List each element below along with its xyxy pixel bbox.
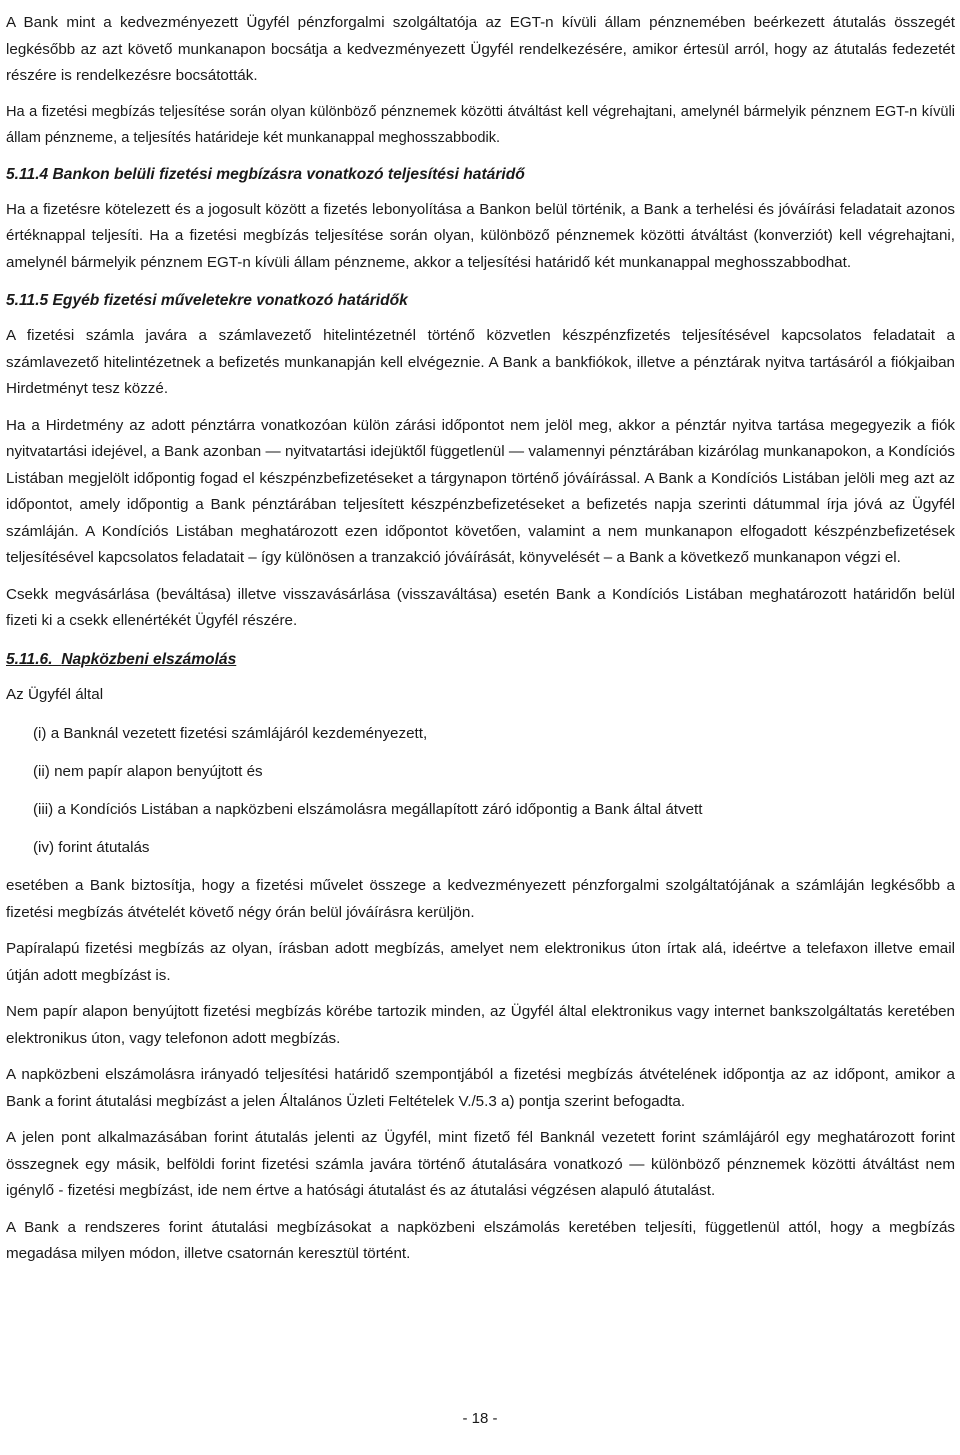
list-item: (iii) a Kondíciós Listában a napközbeni elszámolásra megállapított záró időpontig a Bank által átvett <box>33 801 703 818</box>
page-number: - 18 - <box>462 1410 498 1427</box>
paragraph-cashier-hours: Ha a Hirdetmény az adott pénztárra vonatkozóan külön zárási időpontot nem jelöl meg, akkor a pénztár nyitva tartása megegyezik a fiók nyitvatartási idejével, a Bank azonban — nyitvatartási idejüktől függetlenül — valamennyi pénztárában kizárólag munkanapokon, a Kondíciós Listában megjelölt időpontig fogad el készpénzbefizetéseket a tárgynapon történő jóváírással. A Bank a Kondíciós Listában jelöli meg azt az időpontot, amely időpontig a Bank pénztárában teljesített készpénzbefizetéseket a befizetés napja szerinti dátummal írja jóvá az Ügyfél számláján. A Kondíciós Listában meghatározott ezen időpontot követően, valamint a nem munkanapon elfogadott készpénzbefizetések teljesítésével kapcsolatos feladatait – így különösen a tranzakció jóváírását, könyvelését – a Bank a következő munkanapon végzi el. <box>6 416 955 566</box>
section-number: 5.11.6. <box>6 650 53 668</box>
paragraph-receipt-time: A napközbeni elszámolásra irányadó teljesítési határidő szempontjából a fizetési megbízás átvételének időpontja az az időpont, amikor a Bank a forint átutalási megbízást a jelen Általános Üzleti Feltételek V./5.3 a) pontja szerint befogadta. <box>6 1066 955 1110</box>
paragraph-conversion-deadline: Ha a fizetési megbízás teljesítése során olyan különböző pénznemek közötti átváltást kell végrehajtani, amelynél bármelyik pénznem EGT-n kívüli állam pénzneme, a teljesítés határideje két munkanappal meghosszabbodik. <box>6 103 955 146</box>
paragraph-forint-transfer-def: A jelen pont alkalmazásában forint átutalás jelenti az Ügyfél, mint fizető fél Banknál vezetett forint számlájáról egy meghatározott forint összegnek egy másik, belföldi forint fizetési számla javára történő átutalására vonatkozó — különböző pénznemek közötti átváltást nem igénylő - fizetési megbízást, ide nem értve a hatósági átutalást és az átutalási végzésen alapuló átutalást. <box>6 1129 955 1199</box>
paragraph-standing-orders: A Bank a rendszeres forint átutalási megbízásokat a napközbeni elszámolás keretében teljesíti, függetlenül attól, hogy a megbízás megadása milyen módon, illetve csatornán keresztül történt. <box>6 1218 955 1262</box>
section-heading-5-11-5: 5.11.5 Egyéb fizetési műveletekre vonatkozó határidők <box>6 292 408 309</box>
list-item: (i) a Banknál vezetett fizetési számlájáról kezdeményezett, <box>33 725 428 742</box>
paragraph-egt-incoming: A Bank mint a kedvezményezett Ügyfél pénzforgalmi szolgáltatója az EGT-n kívüli állam pénznemében beérkezett átutalás összegét legkésőbb az azt követő munkanapon bocsátja a kedvezményezett Ügyfél rendelkezésére, amikor értesül arról, hogy az átutalás fedezetét részére is rendelkezésre bocsátották. <box>6 14 955 84</box>
paragraph-internal-transfer: Ha a fizetésre kötelezett és a jogosult között a fizetés lebonyolítása a Bankon belül történik, a Bank a terhelési és jóváírási feladatait azonos értéknappal teljesíti. Ha a fizetési megbízás teljesítése során olyan, különböző pénznemek közötti átváltást (konverziót) kell végrehajtani, amelynél bármelyik pénznem EGT-n kívüli állam pénzneme, akkor a teljesítési határidő két munkanappal meghosszabbodhat. <box>6 200 955 271</box>
paragraph-cheque: Csekk megvásárlása (beváltása) illetve visszavásárlása (visszaváltása) esetén Bank a Kondíciós Listában meghatározott határidőn belül fizeti ki a csekk ellenértékét Ügyfél részére. <box>6 585 955 629</box>
list-item: (iv) forint átutalás <box>33 839 150 856</box>
document-page <box>6 10 955 1268</box>
section-heading-5-11-6 <box>6 647 955 673</box>
paragraph-cash-deposit: A fizetési számla javára a számlavezető hitelintézetnél történő közvetlen készpénzfizetés teljesítésével kapcsolatos feladatait a számlavezető hitelintézetnek a befizetés munkanapján kell elvégeznie. A Bank a bankfiókok, illetve a pénztárak nyitva tartásáról a fiókjaiban Hirdetményt tesz közzé. <box>6 327 955 397</box>
paragraph-non-paper: Nem papír alapon benyújtott fizetési megbízás körébe tartozik minden, az Ügyfél által elektronikus vagy internet bankszolgáltatás keretében elektronikus úton, vagy telefonon adott megbízás. <box>6 1003 955 1047</box>
paragraph-paper-based: Papíralapú fizetési megbízás az olyan, írásban adott megbízás, amelyet nem elektronikus úton írtak alá, ideértve a telefaxon illetve email útján adott megbízást is. <box>6 940 955 984</box>
paragraph-client-by: Az Ügyfél által <box>6 685 104 703</box>
paragraph-four-hours: esetében a Bank biztosítja, hogy a fizetési művelet összege a kedvezményezett pénzforgalmi szolgáltatójának a számláján legkésőbb a fizetési megbízás átvételét követő négy órán belül jóváírásra kerüljön. <box>6 877 955 921</box>
section-heading-5-11-4: 5.11.4 Bankon belüli fizetési megbízásra vonatkozó teljesítési határidő <box>6 165 525 183</box>
list-item: (ii) nem papír alapon benyújtott és <box>33 763 263 780</box>
section-title: Napközbeni elszámolás <box>61 650 237 668</box>
